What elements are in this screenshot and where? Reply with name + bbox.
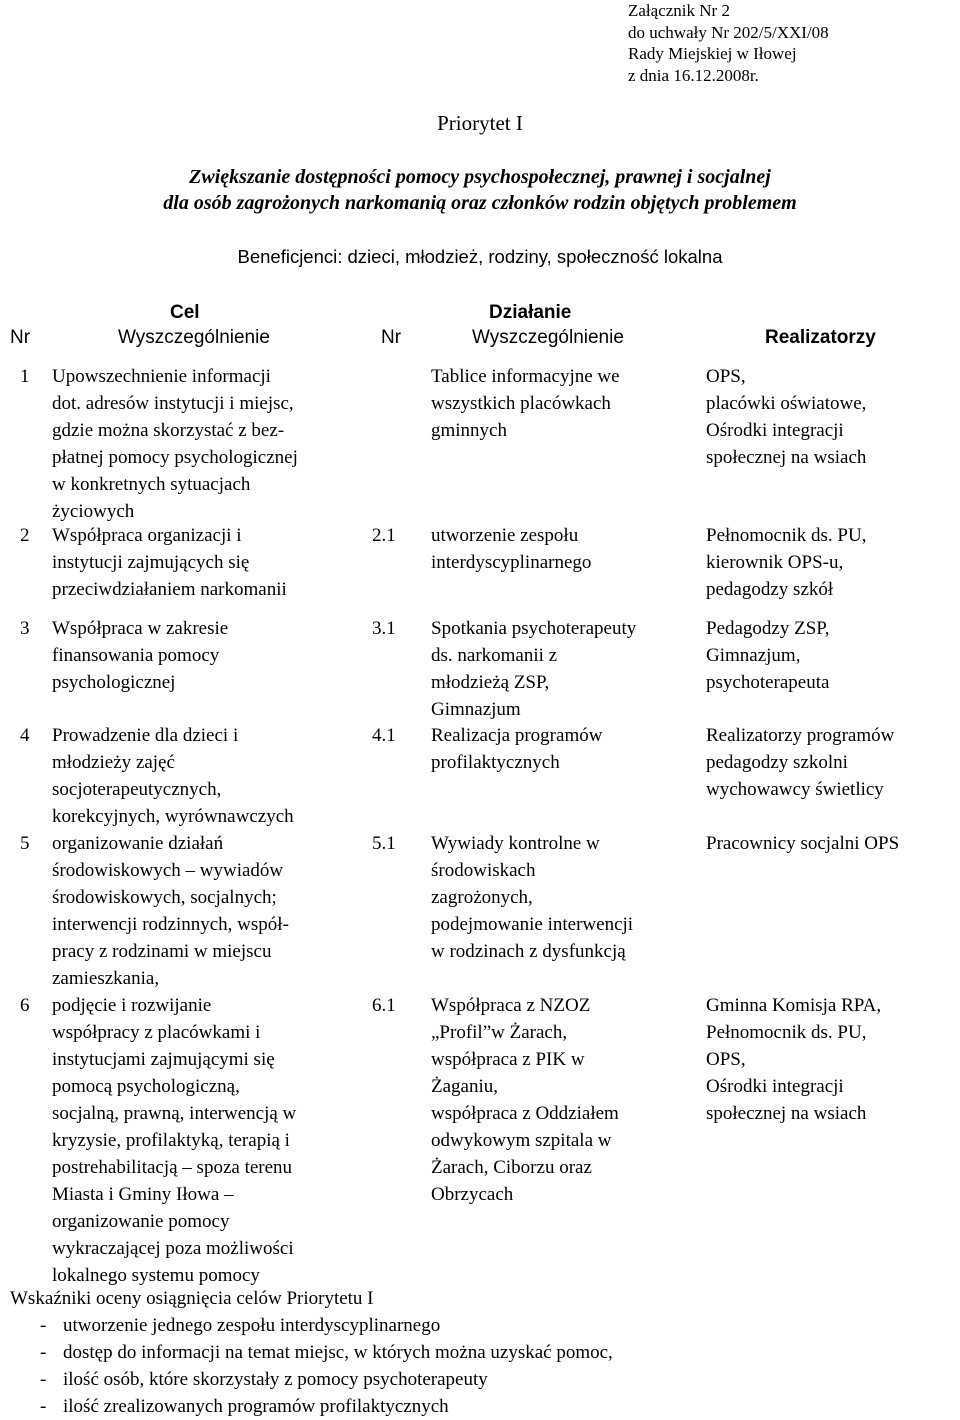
action-description-line: Tablice informacyjne we <box>431 366 620 387</box>
goal-description-line: organizowanie działań <box>52 833 224 854</box>
action-description <box>431 830 633 965</box>
implementers-line: Ośrodki integracji <box>706 420 844 441</box>
action-description-line: Wywiady kontrolne w <box>431 833 600 854</box>
action-description <box>431 522 591 576</box>
goal-description <box>52 722 294 830</box>
goal-description-line: życiowych <box>52 501 135 522</box>
header-cel: Cel <box>170 302 200 323</box>
action-description-line: ds. narkomanii z <box>431 645 558 666</box>
goal-description-line: socjoterapeutycznych, <box>52 779 222 800</box>
goal-description-line: finansowania pomocy <box>52 645 220 666</box>
row-number: 4 <box>20 725 30 746</box>
goal-description-line: kryzysie, profilaktyką, terapią i <box>52 1130 290 1151</box>
action-description <box>431 363 620 444</box>
goal-description-line: Współpraca w zakresie <box>52 618 229 639</box>
action-description-line: profilaktycznych <box>431 752 560 773</box>
implementers <box>706 522 866 603</box>
action-number: 4.1 <box>372 725 396 746</box>
goal-description-line: Miasta i Gminy Iłowa – <box>52 1184 234 1205</box>
implementers-line: Ośrodki integracji <box>706 1076 844 1097</box>
action-description-line: współpraca z Oddziałem <box>431 1103 619 1124</box>
attachment-line: do uchwały Nr 202/5/XXI/08 <box>628 22 829 42</box>
goal-description-line: instytucji zajmujących się <box>52 552 250 573</box>
row-number: 3 <box>20 618 30 639</box>
action-description-line: odwykowym szpitala w <box>431 1130 612 1151</box>
action-description-line: Spotkania psychoterapeuty <box>431 618 637 639</box>
action-description-line: wszystkich placówkach <box>431 393 611 414</box>
goal-description <box>52 992 296 1289</box>
action-description-line: gminnych <box>431 420 507 441</box>
title-line: dla osób zagrożonych narkomanią oraz członków rodzin objętych problemem <box>163 192 797 214</box>
implementers-line: placówki oświatowe, <box>706 393 867 414</box>
row-number: 5 <box>20 833 30 854</box>
goal-description-line: płatnej pomocy psychologicznej <box>52 447 298 468</box>
action-description-line: utworzenie zespołu <box>431 525 579 546</box>
goal-description-line: lokalnego systemu pomocy <box>52 1265 260 1286</box>
attachment-line: Rady Miejskiej w Iłowej <box>628 44 797 63</box>
goal-description-line: wykraczającej poza możliwości <box>52 1238 294 1259</box>
goal-description-line: środowiskowych, socjalnych; <box>52 887 277 908</box>
goal-description <box>52 522 287 603</box>
implementers <box>706 615 830 696</box>
action-description-line: Współpraca z NZOZ <box>431 995 591 1016</box>
dash: - <box>40 1369 47 1390</box>
implementers-line: Gminna Komisja RPA, <box>706 995 882 1016</box>
goal-description-line: w konkretnych sytuacjach <box>52 474 251 495</box>
indicator-text: ilość osób, które skorzystały z pomocy psychoterapeuty <box>63 1369 488 1390</box>
goal-description-line: korekcyjnych, wyrównawczych <box>52 806 294 827</box>
goal-description-line: przeciwdziałaniem narkomanii <box>52 579 287 600</box>
goal-description-line: pracy z rodzinami w miejscu <box>52 941 272 962</box>
action-description-line: środowiskach <box>431 860 536 881</box>
implementers-line: pedagodzy szkolni <box>706 752 848 773</box>
action-description-line: w rodzinach z dysfunkcją <box>431 941 626 962</box>
implementers-line: kierownik OPS-u, <box>706 552 844 573</box>
header-wyszczegolnienie: Wyszczególnienie <box>118 327 270 348</box>
implementers <box>706 992 881 1127</box>
indicators-title: Wskaźniki oceny osiągnięcia celów Priorytetu I <box>10 1288 374 1309</box>
goal-description-line: pomocą psychologiczną, <box>52 1076 240 1097</box>
goal-description-line: podjęcie i rozwijanie <box>52 995 212 1016</box>
goal-description-line: Upowszechnienie informacji <box>52 366 271 387</box>
goal-description-line: interwencji rodzinnych, współ- <box>52 914 289 935</box>
implementers-line: wychowawcy świetlicy <box>706 779 884 800</box>
priority-heading: Priorytet I <box>437 111 523 135</box>
goal-description-line: socjalną, prawną, interwencją w <box>52 1103 297 1124</box>
implementers-line: Pełnomocnik ds. PU, <box>706 525 867 546</box>
goal-description-line: Współpraca organizacji i <box>52 525 242 546</box>
goal-description-line: gdzie można skorzystać z bez- <box>52 420 285 441</box>
header-wyszczegolnienie2: Wyszczególnienie <box>472 327 624 348</box>
dash: - <box>40 1342 47 1363</box>
implementers-line: pedagodzy szkół <box>706 579 834 600</box>
goal-description <box>52 830 289 992</box>
dash: - <box>40 1396 47 1417</box>
action-description-line: młodzieżą ZSP, <box>431 672 550 693</box>
attachment-line: z dnia 16.12.2008r. <box>628 65 759 85</box>
document-title <box>0 164 960 216</box>
action-description-line: Żarach, Ciborzu oraz <box>431 1157 592 1178</box>
row-number: 1 <box>20 366 30 387</box>
implementers-line: psychoterapeuta <box>706 672 830 693</box>
action-description-line: Gimnazjum <box>431 699 521 720</box>
goal-description-line: Prowadzenie dla dzieci i <box>52 725 239 746</box>
action-description <box>431 992 619 1208</box>
action-description-line: Obrzycach <box>431 1184 514 1205</box>
implementers <box>706 722 894 803</box>
header-nr: Nr <box>10 327 31 348</box>
indicator-item <box>10 1339 613 1366</box>
action-description <box>431 615 636 723</box>
action-number: 6.1 <box>372 995 396 1016</box>
action-number: 5.1 <box>372 833 396 854</box>
goal-description-line: środowiskowych – wywiadów <box>52 860 284 881</box>
indicator-text: utworzenie jednego zespołu interdyscyplinarnego <box>63 1315 441 1336</box>
header-nr2: Nr <box>381 327 402 348</box>
action-description-line: Żaganiu, <box>431 1076 499 1097</box>
goal-description-line: zamieszkania, <box>52 968 160 989</box>
row-number: 6 <box>20 995 30 1016</box>
action-description-line: podejmowanie interwencji <box>431 914 634 935</box>
action-number: 3.1 <box>372 618 396 639</box>
implementers-line: OPS, <box>706 1049 746 1070</box>
action-number: 2.1 <box>372 525 396 546</box>
action-description-line: współpraca z PIK w <box>431 1049 585 1070</box>
action-description-line: „Profil”w Żarach, <box>431 1022 568 1043</box>
title-line: Zwiększanie dostępności pomocy psychospołecznej, prawnej i socjalnej <box>189 166 771 188</box>
implementers-line: Pedagodzy ZSP, <box>706 618 830 639</box>
action-description <box>431 722 602 776</box>
indicator-text: ilość zrealizowanych programów profilaktycznych <box>63 1396 449 1417</box>
action-description-line: Realizacja programów <box>431 725 603 746</box>
implementers <box>706 363 866 471</box>
implementers-line: Pełnomocnik ds. PU, <box>706 1022 867 1043</box>
row-number: 2 <box>20 525 30 546</box>
goal-description-line: instytucjami zajmującymi się <box>52 1049 275 1070</box>
indicator-item <box>10 1366 613 1393</box>
indicator-item <box>10 1312 613 1339</box>
goal-description-line: dot. adresów instytucji i miejsc, <box>52 393 294 414</box>
implementers-line: Pracownicy socjalni OPS <box>706 833 900 854</box>
action-description-line: zagrożonych, <box>431 887 533 908</box>
indicators-section <box>10 1285 613 1420</box>
action-description-line: interdyscyplinarnego <box>431 552 592 573</box>
dash: - <box>40 1315 47 1336</box>
indicator-item <box>10 1393 613 1420</box>
header-realizatorzy: Realizatorzy <box>765 327 876 348</box>
implementers-line: społecznej na wsiach <box>706 1103 867 1124</box>
implementers-line: społecznej na wsiach <box>706 447 867 468</box>
goal-description-line: współpracy z placówkami i <box>52 1022 261 1043</box>
goal-description-line: postrehabilitacją – spoza terenu <box>52 1157 293 1178</box>
beneficiaries: Beneficjenci: dzieci, młodzież, rodziny, społeczność lokalna <box>237 246 723 267</box>
implementers-line: Gimnazjum, <box>706 645 801 666</box>
header-dzialanie: Działanie <box>489 302 572 323</box>
goal-description-line: organizowanie pomocy <box>52 1211 230 1232</box>
attachment-line: Załącznik Nr 2 <box>628 1 730 20</box>
attachment-note <box>628 0 829 86</box>
goal-description <box>52 615 228 696</box>
implementers-line: OPS, <box>706 366 746 387</box>
goal-description <box>52 363 298 525</box>
implementers <box>706 830 899 857</box>
goal-description-line: psychologicznej <box>52 672 176 693</box>
indicator-text: dostęp do informacji na temat miejsc, w których można uzyskać pomoc, <box>63 1342 613 1363</box>
goal-description-line: młodzieży zajęć <box>52 752 175 773</box>
implementers-line: Realizatorzy programów <box>706 725 895 746</box>
